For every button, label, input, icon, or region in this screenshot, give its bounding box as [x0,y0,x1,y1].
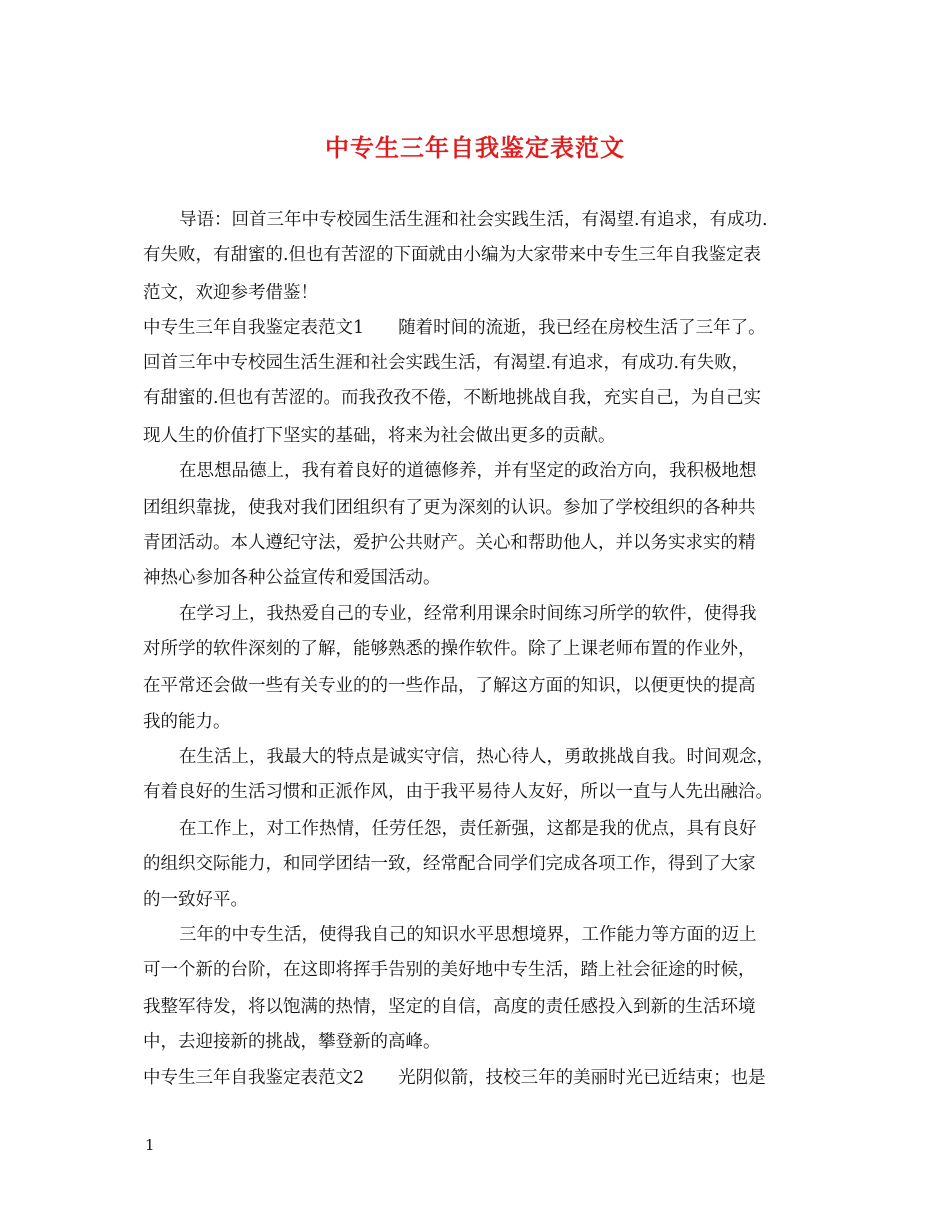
paragraph-line: 神热心参加各种公益宣传和爱国活动。 [143,568,441,588]
paragraph-line: 在工作上，对工作热情，任劳任怨，责任新强，这都是我的优点，具有良好 [179,819,757,839]
paragraph-line: 的一致好平。 [143,890,248,910]
paragraph-line: 现人生的价值打下坚实的基础，将来为社会做出更多的贡献。 [143,426,616,446]
paragraph-line: 回首三年中专校园生活生涯和社会实践生活，有渴望.有追求，有成功.有失败， [143,353,750,373]
paragraph-line: 我整军待发，将以饱满的热情，坚定的自信，高度的责任感投入到新的生活环境 [143,997,756,1017]
paragraph-line: 我的能力。 [143,712,231,732]
paragraph-line: 范文，欢迎参考借鉴！ [143,283,318,303]
paragraph-line: 的组织交际能力，和同学团结一致，经常配合同学们完成各项工作，得到了大家 [143,854,756,874]
document-title: 中专生三年自我鉴定表范文 [325,133,625,162]
paragraph-line: 在平常还会做一些有关专业的的一些作品，了解这方面的知识，以便更快的提高 [143,676,756,696]
paragraph-line: 在学习上，我热爱自己的专业，经常利用课余时间练习所学的软件，使得我 [179,604,757,624]
paragraph-line: 青团活动。本人遵纪守法，爱护公共财产。关心和帮助他人，并以务实求实的精 [143,533,756,553]
paragraph-text: 随着时间的流逝，我已经在房校生活了三年了。 [398,318,766,338]
paragraph-line: 在思想品德上，我有着良好的道德修养，并有坚定的政治方向，我积极地想 [179,461,757,481]
section-heading-line [143,316,823,340]
paragraph-line: 有甜蜜的.但也有苦涩的。而我孜孜不倦，不断地挑战自我，充实自己，为自己实 [143,388,762,408]
paragraph-line: 在生活上，我最大的特点是诚实守信，热心待人，勇敢挑战自我。时间观念， [179,747,774,767]
paragraph-line: 三年的中专生活，使得我自己的知识水平思想境界，工作能力等方面的迈上 [179,925,757,945]
paragraph-line: 中，去迎接新的挑战，攀登新的高峰。 [143,1032,441,1052]
paragraph-line: 有着良好的生活习惯和正派作风，由于我平易待人友好，所以一直与人先出融洽。 [143,782,773,802]
page-number: 1 [145,1136,155,1154]
paragraph-line: 团组织靠拢，使我对我们团组织有了更为深刻的认识。参加了学校组织的各种共 [143,498,756,518]
paragraph-line: 对所学的软件深刻的了解，能够熟悉的操作软件。除了上课老师布置的作业外， [143,639,756,659]
section-heading: 中专生三年自我鉴定表范文2 [143,1068,365,1088]
paragraph-line: 可一个新的台阶，在这即将挥手告别的美好地中专生活，踏上社会征途的时候， [143,960,756,980]
paragraph-line: 导语：回首三年中专校园生活生涯和社会实践生活，有渴望.有追求，有成功. [179,210,768,230]
section-heading-line [143,1066,823,1090]
paragraph-line: 有失败，有甜蜜的.但也有苦涩的下面就由小编为大家带来中专生三年自我鉴定表 [143,245,762,265]
paragraph-text: 光阴似箭，技校三年的美丽时光已近结束；也是 [398,1068,766,1088]
section-heading: 中专生三年自我鉴定表范文1 [143,318,365,338]
